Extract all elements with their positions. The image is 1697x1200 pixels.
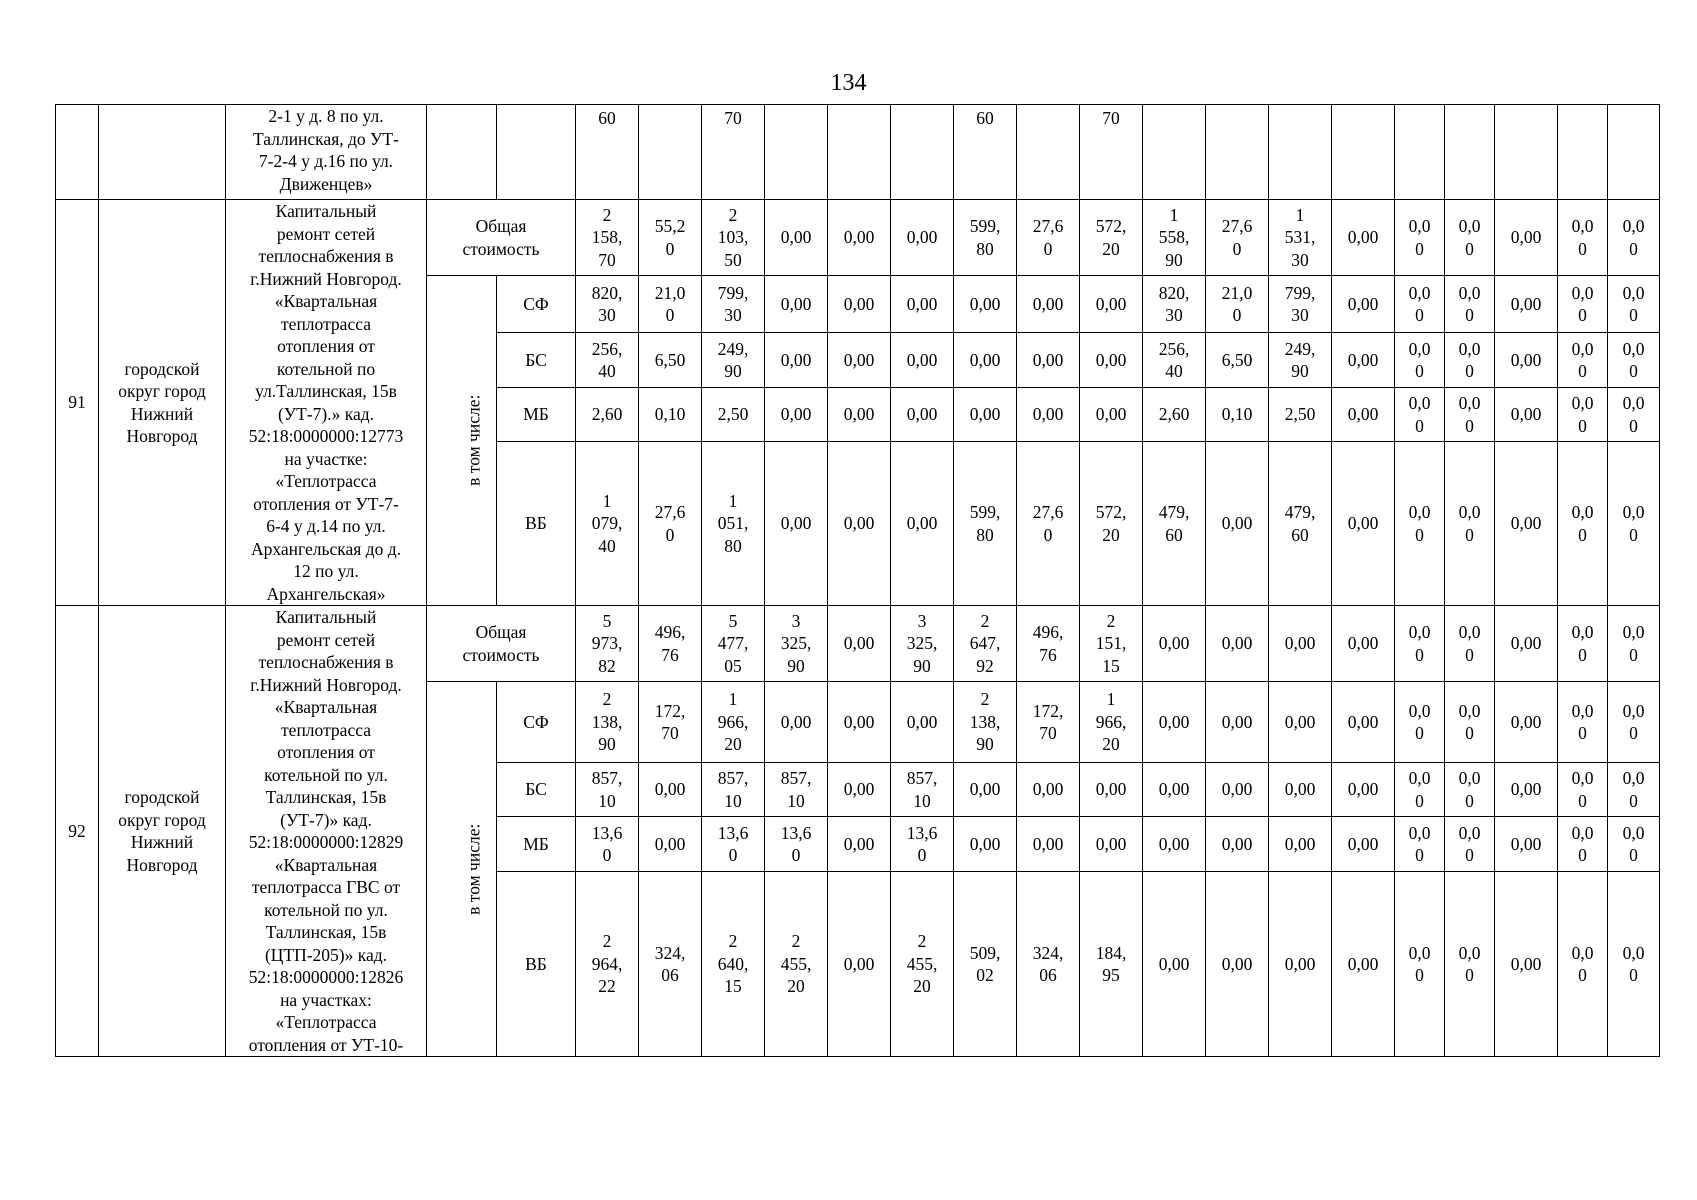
including-label-cell: [427, 276, 497, 606]
value-cell: 0,00: [1269, 606, 1332, 682]
total-label: Общая стоимость: [427, 200, 576, 276]
value-cell: [1206, 105, 1269, 200]
page-number: 134: [830, 70, 867, 96]
value-cell: 0,00: [1017, 276, 1080, 333]
value-cell: 0,0 0: [1445, 763, 1495, 817]
value-cell: 0,00: [1332, 442, 1395, 606]
value-cell: [828, 105, 891, 200]
value-cell: [1558, 105, 1608, 200]
value-cell: 0,00: [1332, 333, 1395, 388]
value-cell: 0,0 0: [1558, 276, 1608, 333]
value-cell: 0,0 0: [1608, 333, 1660, 388]
value-cell: 0,0 0: [1558, 763, 1608, 817]
value-cell: 27,6 0: [639, 442, 702, 606]
value-cell: [891, 105, 954, 200]
value-cell: 0,00: [1206, 763, 1269, 817]
value-cell: 21,0 0: [639, 276, 702, 333]
value-cell: 1 966, 20: [702, 682, 765, 763]
source-label: СФ: [497, 276, 576, 333]
value-cell: 0,00: [1143, 606, 1206, 682]
value-cell: 496, 76: [1017, 606, 1080, 682]
value-cell: 1 531, 30: [1269, 200, 1332, 276]
source-label: ВБ: [497, 872, 576, 1057]
value-cell: 0,00: [765, 682, 828, 763]
value-cell: 2 138, 90: [576, 682, 639, 763]
source-label: СФ: [497, 682, 576, 763]
value-cell: [1608, 105, 1660, 200]
value-cell: 0,00: [1206, 606, 1269, 682]
source-label: БС: [497, 333, 576, 388]
value-cell: 0,00: [828, 442, 891, 606]
value-cell: 0,0 0: [1445, 682, 1495, 763]
value-cell: 0,00: [1332, 763, 1395, 817]
source-label: МБ: [497, 388, 576, 442]
value-cell: 0,00: [1495, 872, 1558, 1057]
row-number: 92: [56, 606, 99, 1057]
value-cell: 2 640, 15: [702, 872, 765, 1057]
value-cell: 2 158, 70: [576, 200, 639, 276]
value-cell: 0,0 0: [1445, 333, 1495, 388]
value-cell: 70: [1080, 105, 1143, 200]
value-cell: 0,00: [828, 872, 891, 1057]
value-cell: 2 103, 50: [702, 200, 765, 276]
value-cell: 172, 70: [1017, 682, 1080, 763]
value-cell: [1017, 105, 1080, 200]
value-cell: 0,00: [1495, 276, 1558, 333]
value-cell: 249, 90: [702, 333, 765, 388]
program-table: [55, 104, 1660, 1057]
value-cell: 0,00: [765, 333, 828, 388]
value-cell: 0,0 0: [1395, 817, 1445, 872]
value-cell: 0,0 0: [1395, 682, 1445, 763]
value-cell: 0,0 0: [1395, 200, 1445, 276]
value-cell: 0,00: [1143, 872, 1206, 1057]
value-cell: 0,0 0: [1558, 388, 1608, 442]
value-cell: 0,00: [765, 388, 828, 442]
value-cell: 0,00: [891, 200, 954, 276]
value-cell: 256, 40: [576, 333, 639, 388]
value-cell: 0,00: [1017, 817, 1080, 872]
value-cell: 0,0 0: [1558, 606, 1608, 682]
value-cell: 0,0 0: [1445, 817, 1495, 872]
value-cell: 0,00: [765, 276, 828, 333]
value-cell: 0,00: [1332, 606, 1395, 682]
value-cell: 0,00: [891, 442, 954, 606]
value-cell: 0,00: [765, 200, 828, 276]
table-row: [56, 606, 1660, 682]
value-cell: 0,00: [765, 442, 828, 606]
value-cell: 820, 30: [576, 276, 639, 333]
value-cell: 2 151, 15: [1080, 606, 1143, 682]
value-cell: 0,0 0: [1445, 606, 1495, 682]
table-body: [56, 105, 1660, 1057]
value-cell: 0,00: [1269, 817, 1332, 872]
value-cell: 0,00: [1495, 388, 1558, 442]
value-cell: 0,0 0: [1558, 442, 1608, 606]
value-cell: 27,6 0: [1017, 442, 1080, 606]
source-label: ВБ: [497, 442, 576, 606]
value-cell: 0,0 0: [1558, 872, 1608, 1057]
value-cell: 0,0 0: [1608, 388, 1660, 442]
value-cell: 0,00: [1080, 333, 1143, 388]
municipality-cell: городской округ город Нижний Новгород: [99, 200, 226, 606]
value-cell: 0,0 0: [1445, 200, 1495, 276]
value-cell: 1 051, 80: [702, 442, 765, 606]
value-cell: 3 325, 90: [765, 606, 828, 682]
value-cell: 2,60: [1143, 388, 1206, 442]
value-cell: 1 966, 20: [1080, 682, 1143, 763]
value-cell: 0,00: [1017, 333, 1080, 388]
value-cell: 6,50: [639, 333, 702, 388]
value-cell: 0,00: [1080, 388, 1143, 442]
value-cell: 0,0 0: [1445, 442, 1495, 606]
value-cell: 0,00: [1495, 442, 1558, 606]
value-cell: 0,00: [1269, 763, 1332, 817]
value-cell: 0,00: [1080, 276, 1143, 333]
value-cell: 13,6 0: [702, 817, 765, 872]
value-cell: 0,00: [828, 763, 891, 817]
value-cell: 256, 40: [1143, 333, 1206, 388]
value-cell: 0,0 0: [1558, 200, 1608, 276]
description-cell: Капитальный ремонт сетей теплоснабжения в г.Нижний Новгород. «Квартальная теплотрасса отопления от котельной по ул. Таллинская, 15в (УТ-7)» кад. 52:18:0000000:12829 «Квартальная теплотрасса ГВС от котельной по ул. Таллинская, 15в (ЦТП-205)» кад. 52:18:0000000:12826 на участках: «Теплотрасса отопления от УТ-10-: [226, 606, 427, 1057]
value-cell: 0,00: [1080, 817, 1143, 872]
municipality-cell: городской округ город Нижний Новгород: [99, 606, 226, 1057]
value-cell: 0,00: [1206, 817, 1269, 872]
value-cell: 0,00: [1332, 682, 1395, 763]
value-cell: 572, 20: [1080, 200, 1143, 276]
value-cell: 0,0 0: [1558, 333, 1608, 388]
value-cell: 27,6 0: [1206, 200, 1269, 276]
value-cell: 324, 06: [1017, 872, 1080, 1057]
value-cell: 857, 10: [891, 763, 954, 817]
value-cell: 0,0 0: [1395, 606, 1445, 682]
table-row: [56, 200, 1660, 276]
value-cell: 0,00: [891, 388, 954, 442]
row-number: 91: [56, 200, 99, 606]
value-cell: 0,0 0: [1608, 763, 1660, 817]
value-cell: 0,00: [828, 276, 891, 333]
value-cell: 599, 80: [954, 442, 1017, 606]
value-cell: 2 964, 22: [576, 872, 639, 1057]
value-cell: 0,00: [828, 606, 891, 682]
value-cell: 2 455, 20: [891, 872, 954, 1057]
value-cell: 0,0 0: [1608, 442, 1660, 606]
value-cell: 0,00: [954, 817, 1017, 872]
value-cell: 0,00: [1206, 442, 1269, 606]
value-cell: 857, 10: [576, 763, 639, 817]
source-label: МБ: [497, 817, 576, 872]
value-cell: [1143, 105, 1206, 200]
value-cell: 0,00: [954, 276, 1017, 333]
value-cell: 0,00: [1495, 606, 1558, 682]
value-cell: 0,0 0: [1608, 606, 1660, 682]
value-cell: 13,6 0: [576, 817, 639, 872]
value-cell: 0,0 0: [1395, 872, 1445, 1057]
including-label: в том числе:: [463, 823, 484, 915]
description-cell: Капитальный ремонт сетей теплоснабжения в г.Нижний Новгород. «Квартальная теплотрасса отопления от котельной по ул.Таллинская, 15в (УТ-7).» кад. 52:18:0000000:12773 на участке: «Теплотрасса отопления от УТ-7- 6-4 у д.14 по ул. Архангельская до д. 12 по ул. Архангельская»: [226, 200, 427, 606]
value-cell: 0,00: [639, 763, 702, 817]
value-cell: 0,0 0: [1445, 388, 1495, 442]
value-cell: [1269, 105, 1332, 200]
value-cell: 2,50: [1269, 388, 1332, 442]
value-cell: 172, 70: [639, 682, 702, 763]
value-cell: 0,00: [639, 817, 702, 872]
value-cell: 0,00: [1495, 682, 1558, 763]
value-cell: 0,0 0: [1445, 872, 1495, 1057]
value-cell: [1495, 105, 1558, 200]
value-cell: [765, 105, 828, 200]
value-cell: 0,00: [828, 682, 891, 763]
value-cell: 13,6 0: [765, 817, 828, 872]
value-cell: 0,0 0: [1395, 276, 1445, 333]
value-cell: 5 973, 82: [576, 606, 639, 682]
label-cell: [427, 105, 497, 200]
value-cell: 0,00: [1495, 763, 1558, 817]
value-cell: 0,00: [1495, 200, 1558, 276]
value-cell: 799, 30: [1269, 276, 1332, 333]
value-cell: 0,0 0: [1608, 200, 1660, 276]
value-cell: 0,00: [828, 333, 891, 388]
municipality-cell: [99, 105, 226, 200]
value-cell: 572, 20: [1080, 442, 1143, 606]
value-cell: [639, 105, 702, 200]
value-cell: 0,00: [1495, 817, 1558, 872]
description-cell: 2-1 у д. 8 по ул. Таллинская, до УТ- 7-2-4 у д.16 по ул. Движенцев»: [226, 105, 427, 200]
value-cell: 0,00: [954, 333, 1017, 388]
value-cell: 1 079, 40: [576, 442, 639, 606]
value-cell: 60: [576, 105, 639, 200]
value-cell: 496, 76: [639, 606, 702, 682]
value-cell: 0,00: [1332, 200, 1395, 276]
value-cell: 0,00: [1143, 763, 1206, 817]
value-cell: 0,00: [1017, 763, 1080, 817]
value-cell: 820, 30: [1143, 276, 1206, 333]
value-cell: 2,50: [702, 388, 765, 442]
value-cell: [1332, 105, 1395, 200]
value-cell: 0,00: [1269, 682, 1332, 763]
value-cell: 70: [702, 105, 765, 200]
value-cell: 799, 30: [702, 276, 765, 333]
value-cell: 0,0 0: [1608, 682, 1660, 763]
value-cell: 0,00: [1332, 872, 1395, 1057]
value-cell: 0,0 0: [1395, 763, 1445, 817]
value-cell: 0,00: [828, 200, 891, 276]
value-cell: 479, 60: [1269, 442, 1332, 606]
value-cell: 479, 60: [1143, 442, 1206, 606]
value-cell: 599, 80: [954, 200, 1017, 276]
value-cell: 5 477, 05: [702, 606, 765, 682]
source-label: БС: [497, 763, 576, 817]
table-row: [56, 105, 1660, 200]
value-cell: 0,00: [1269, 872, 1332, 1057]
value-cell: 0,00: [891, 333, 954, 388]
value-cell: 857, 10: [702, 763, 765, 817]
value-cell: 249, 90: [1269, 333, 1332, 388]
value-cell: 0,0 0: [1608, 872, 1660, 1057]
value-cell: 0,00: [1206, 872, 1269, 1057]
label-cell: [497, 105, 576, 200]
value-cell: 0,0 0: [1395, 333, 1445, 388]
value-cell: 2,60: [576, 388, 639, 442]
value-cell: 324, 06: [639, 872, 702, 1057]
value-cell: 55,2 0: [639, 200, 702, 276]
value-cell: 0,00: [891, 682, 954, 763]
total-label: Общая стоимость: [427, 606, 576, 682]
value-cell: 0,00: [1332, 388, 1395, 442]
value-cell: 0,00: [1143, 817, 1206, 872]
value-cell: 13,6 0: [891, 817, 954, 872]
value-cell: 0,0 0: [1395, 388, 1445, 442]
value-cell: [1395, 105, 1445, 200]
value-cell: 0,00: [954, 388, 1017, 442]
including-label-cell: [427, 682, 497, 1057]
value-cell: 2 455, 20: [765, 872, 828, 1057]
value-cell: 0,00: [1332, 276, 1395, 333]
value-cell: 0,00: [1143, 682, 1206, 763]
value-cell: 0,0 0: [1445, 276, 1495, 333]
value-cell: 0,0 0: [1608, 817, 1660, 872]
value-cell: 0,00: [891, 276, 954, 333]
value-cell: 0,00: [1332, 817, 1395, 872]
value-cell: 2 138, 90: [954, 682, 1017, 763]
value-cell: 27,6 0: [1017, 200, 1080, 276]
value-cell: 0,0 0: [1395, 442, 1445, 606]
value-cell: 60: [954, 105, 1017, 200]
number-cell: [56, 105, 99, 200]
value-cell: 0,00: [1017, 388, 1080, 442]
value-cell: 0,0 0: [1608, 276, 1660, 333]
value-cell: 0,00: [828, 388, 891, 442]
value-cell: 3 325, 90: [891, 606, 954, 682]
value-cell: 2 647, 92: [954, 606, 1017, 682]
value-cell: 0,10: [1206, 388, 1269, 442]
value-cell: 0,00: [1080, 763, 1143, 817]
value-cell: 857, 10: [765, 763, 828, 817]
value-cell: 0,00: [1495, 333, 1558, 388]
value-cell: 509, 02: [954, 872, 1017, 1057]
value-cell: 0,10: [639, 388, 702, 442]
value-cell: 21,0 0: [1206, 276, 1269, 333]
value-cell: 0,0 0: [1558, 682, 1608, 763]
value-cell: 184, 95: [1080, 872, 1143, 1057]
including-label: в том числе:: [463, 394, 484, 487]
value-cell: 6,50: [1206, 333, 1269, 388]
value-cell: 0,00: [828, 817, 891, 872]
value-cell: 1 558, 90: [1143, 200, 1206, 276]
value-cell: 0,00: [954, 763, 1017, 817]
value-cell: 0,0 0: [1558, 817, 1608, 872]
value-cell: [1445, 105, 1495, 200]
value-cell: 0,00: [1206, 682, 1269, 763]
